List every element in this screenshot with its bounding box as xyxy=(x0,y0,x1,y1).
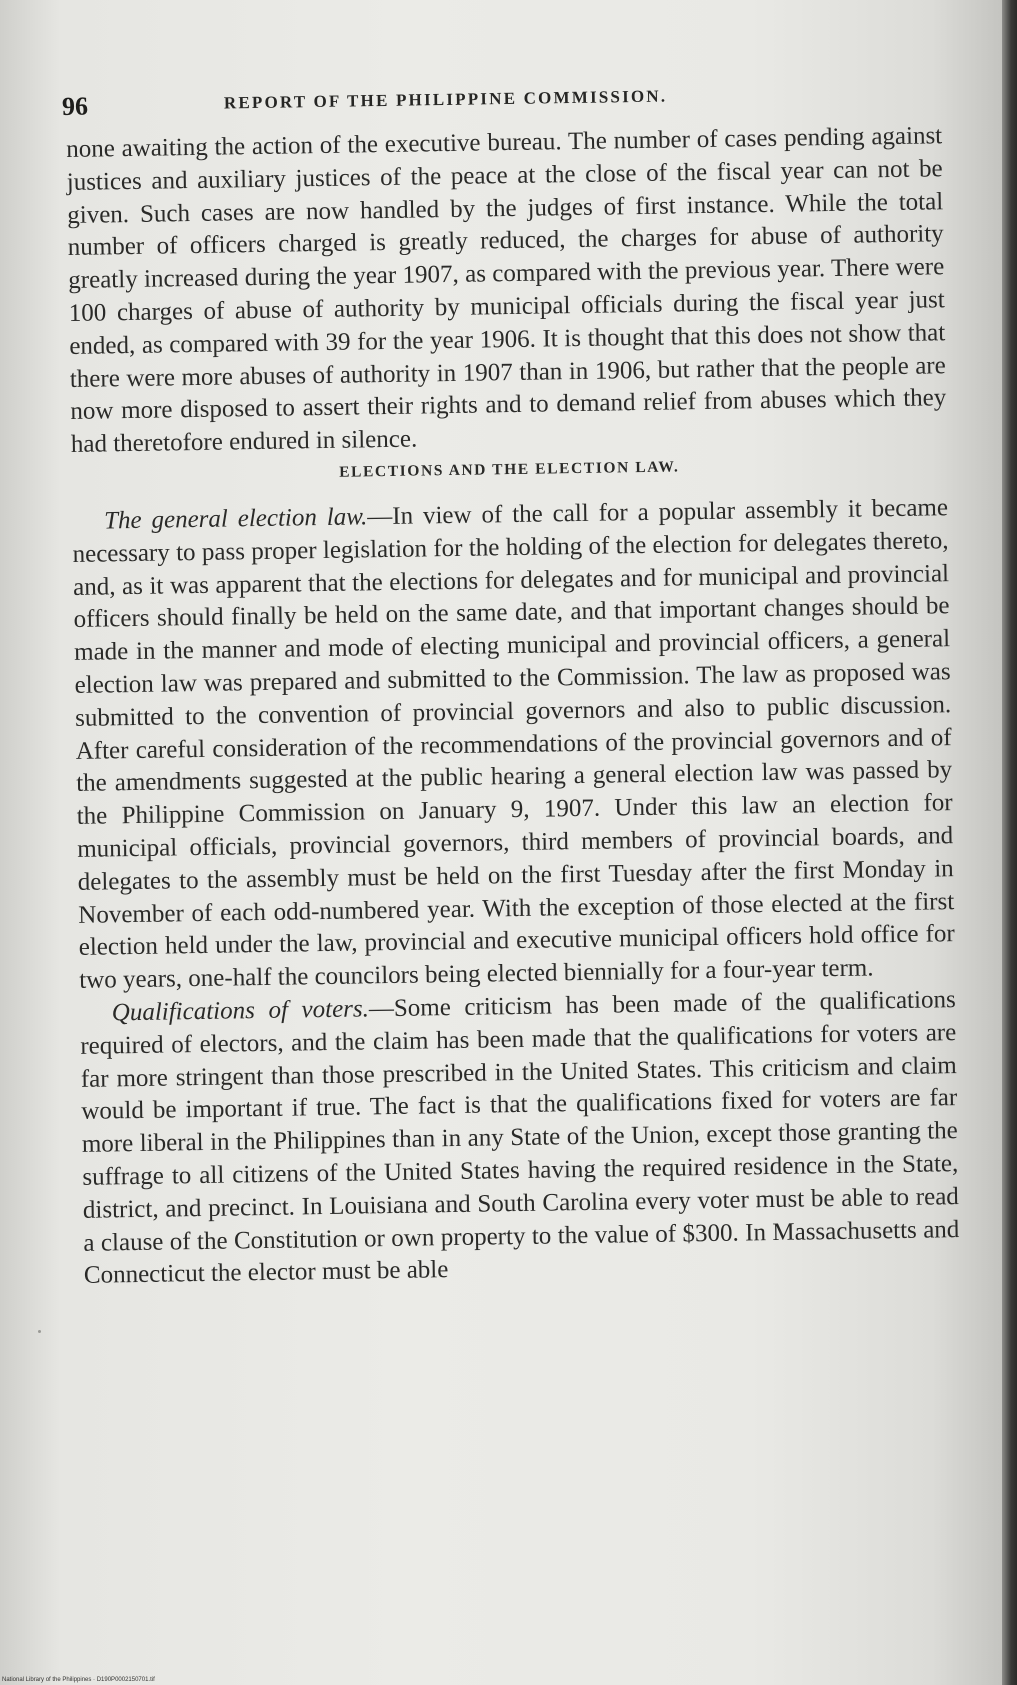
paragraph-body-general-election-law: —In view of the call for a popular assembly it became necessary to pass proper legislation for the holding of the election for delegates thereto, and, as it was apparent that the elections for delegates and for municipal and provincial officers should finally be held on the same date, and that important changes should be made in the manner and mode of electing municipal and provincial officers, a general election law was prepared and submitted to the Commission. The law as proposed was submitted to the convention of provincial governors and also to public discussion. After careful consideration of the recommendations of the provincial governors and of the amendments suggested at the public hearing a general election law was passed by the Philippine Commission on January 9, 1907. Under this law an election for municipal officials, provincial governors, third members of provincial boards, and delegates to the assembly must be held on the first Tuesday after the first Monday in November of each odd-numbered year. With the exception of those elected at the first election held under the law, provincial and executive municipal officers hold office for two years, one-half the councilors being elected biennially for a four-year term. xyxy=(72,494,955,995)
paragraph-title-general-election-law: The general election law. xyxy=(103,503,368,535)
running-head: REPORT OF THE PHILIPPINE COMMISSION. xyxy=(223,86,668,113)
paragraph-general-election-law xyxy=(72,492,956,998)
page-number: 96 xyxy=(61,91,89,121)
body-text xyxy=(66,120,960,1293)
paragraph-title-qualifications-of-voters: Qualifications of voters. xyxy=(111,995,370,1027)
scan-credit: National Library of the Philippines · D190P0002150701.tif xyxy=(2,1677,155,1683)
page-header xyxy=(62,78,942,122)
paragraph-body-qualifications-of-voters: —Some criticism has been made of the qualifications required of electors, and the claim has been made that the qualifications for voters are far more stringent than those prescribed in the United States. This criticism and claim would be important if true. The fact is that the qualifications fixed for voters are far more liberal in the Philippines than in any State of the Union, except those granting the suffrage to all citizens of the United States having the required residence in the State, district, and precinct. In Louisiana and South Carolina every voter must be able to read a clause of the Constitution or own property to the value of $300. In Massachusetts and Connecticut the elector must be able xyxy=(80,986,960,1290)
section-heading: ELECTIONS AND THE ELECTION LAW. xyxy=(339,458,680,481)
book-spine-shadow xyxy=(1002,0,1017,1685)
paragraph-abuse-of-authority: none awaiting the action of the executive bureau. The number of cases pending against justices and auxiliary justices of the peace at the close of the fiscal year can not be given. Such cases are now handled by the judges of first instance. While the total number of officers charged is greatly reduced, the charges for abuse of authority greatly increased during the year 1907, as compared with the previous year. There were 100 charges of abuse of authority by municipal officials during the fiscal year just ended, as compared with 39 for the year 1906. It is thought that this does not show that there were more abuses of authority in 1907 than in 1906, but rather that the people are now more disposed to assert their rights and to demand relief from abuses which they had theretofore endured in silence. xyxy=(66,122,947,459)
paragraph-qualifications-of-voters xyxy=(80,984,961,1293)
scan-speck xyxy=(38,1330,41,1333)
